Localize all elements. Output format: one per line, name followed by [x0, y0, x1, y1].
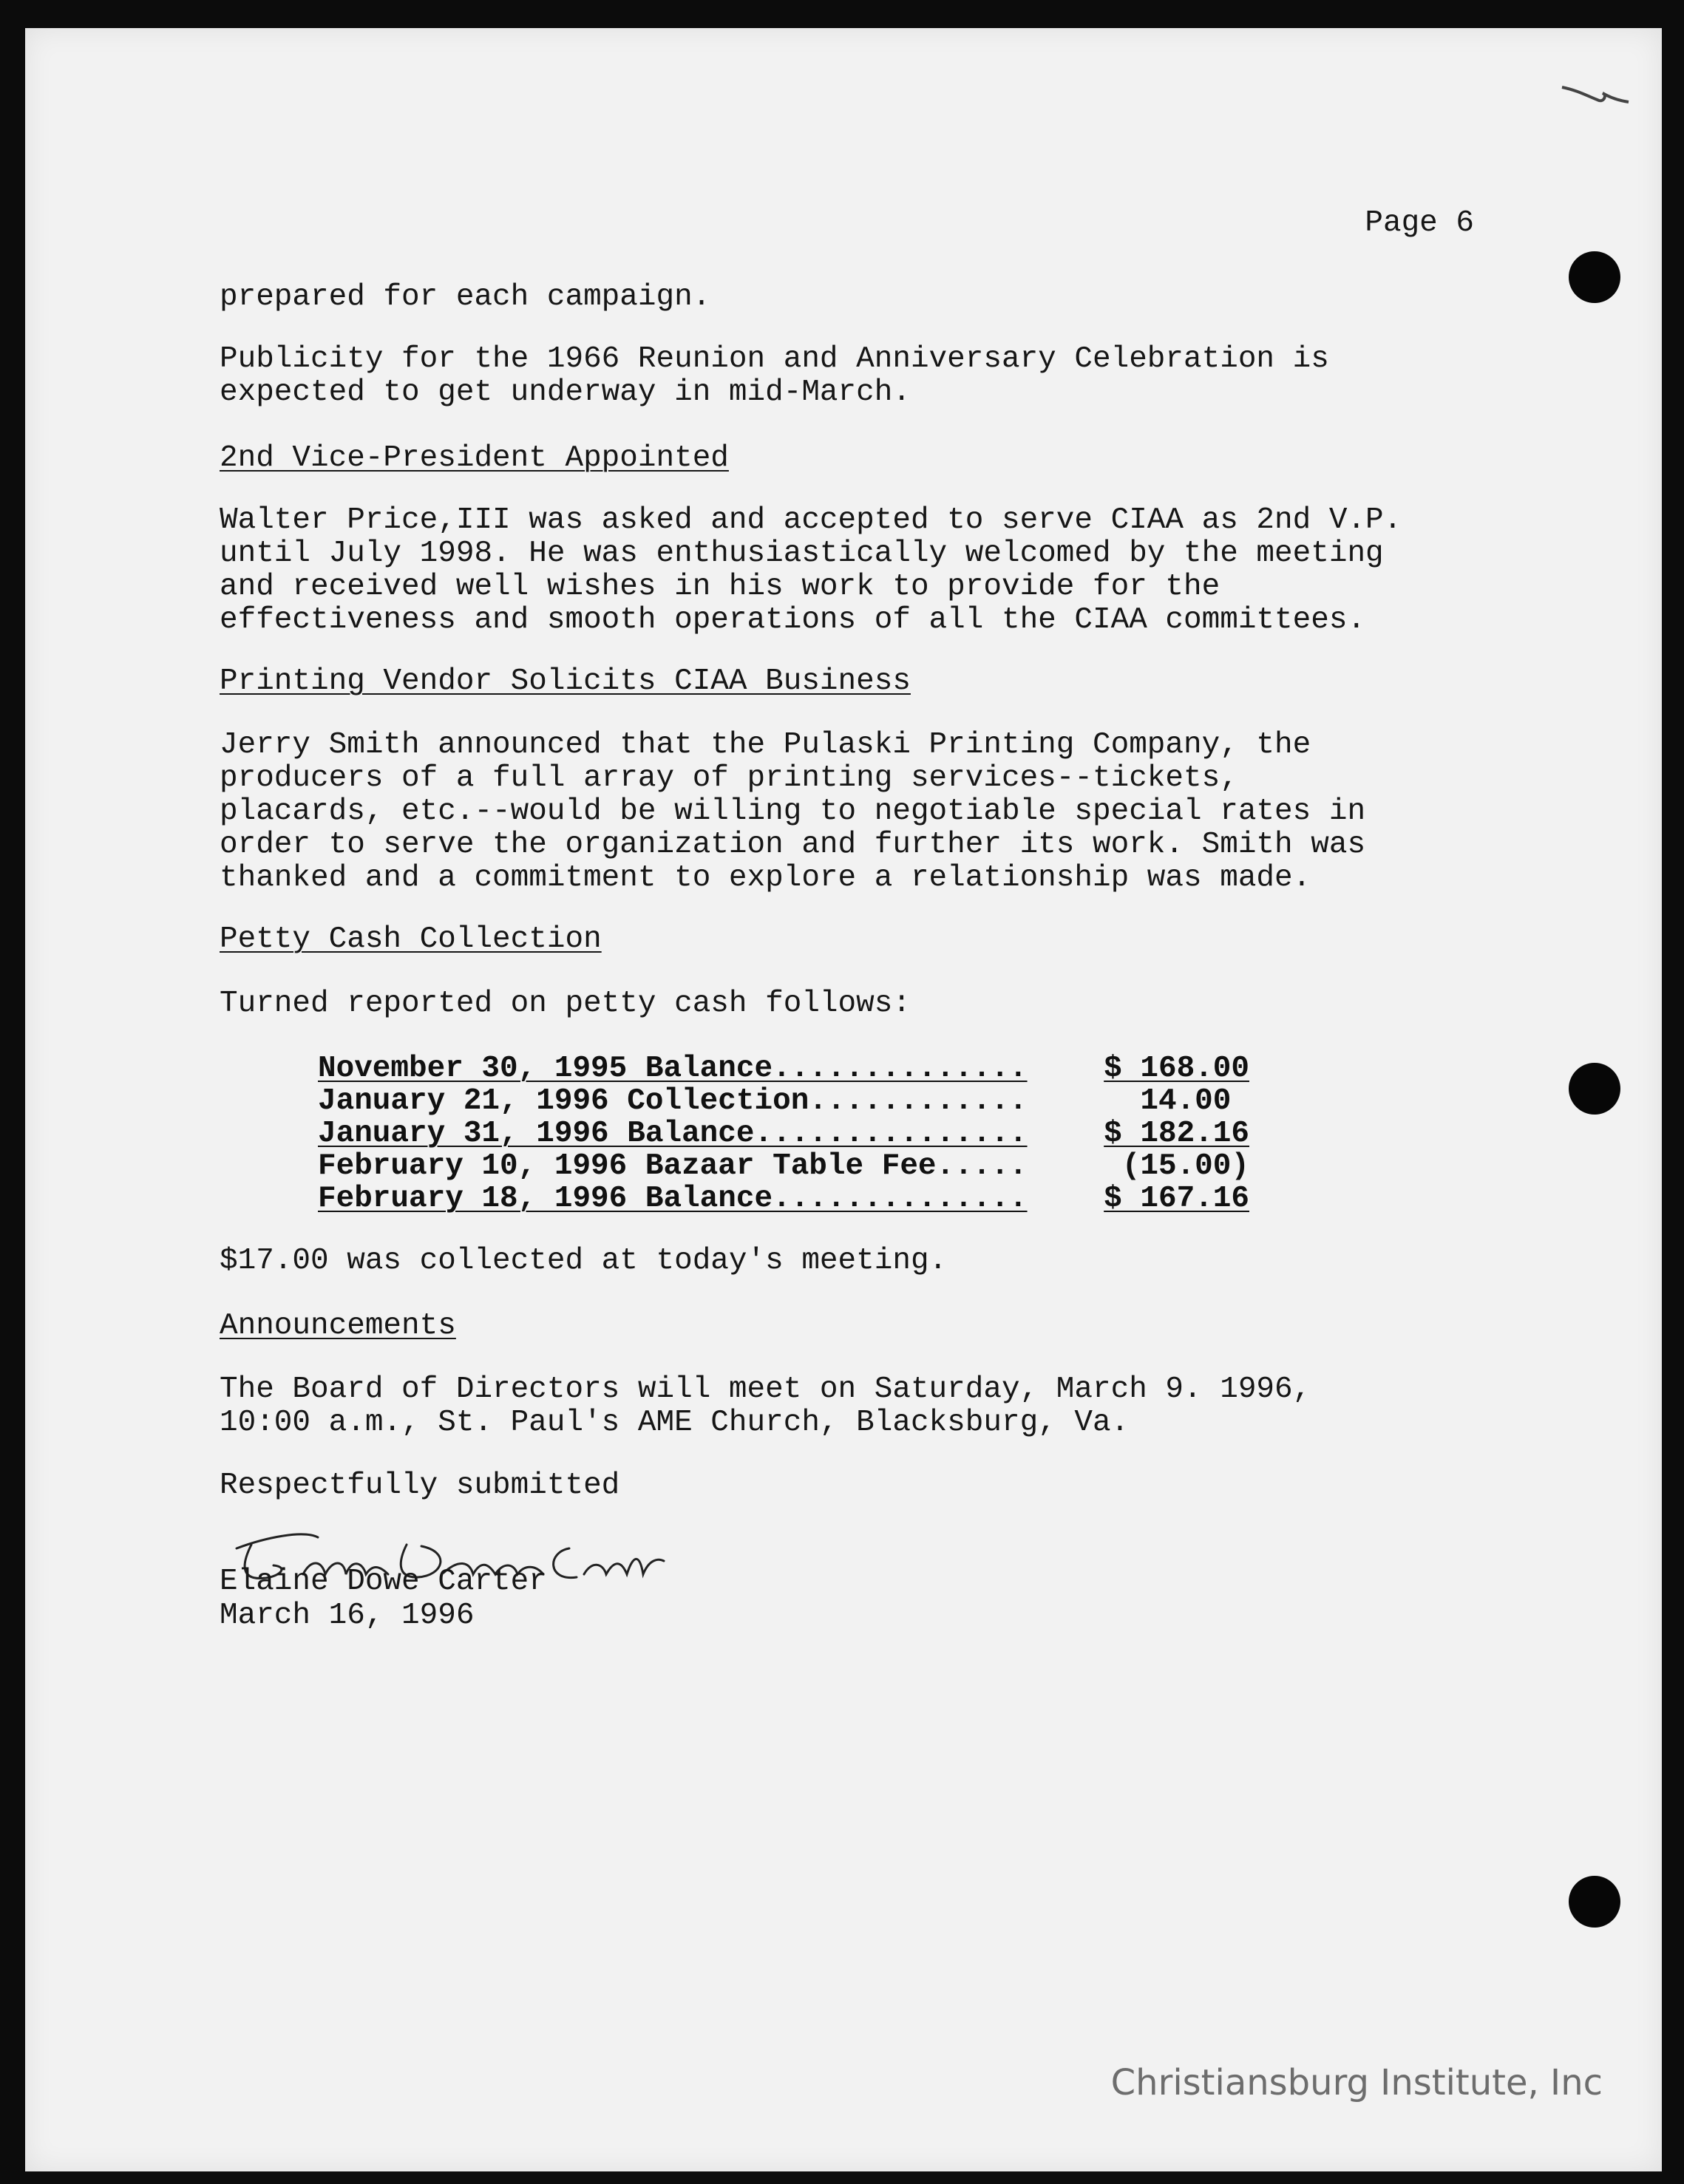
- ledger-row: [318, 1183, 1249, 1215]
- ledger-row: [318, 1150, 1249, 1183]
- paragraph-announcements: The Board of Directors will meet on Saturday, March 9. 1996, 10:00 a.m., St. Paul's AME Church, Blacksburg, Va.: [220, 1372, 1311, 1440]
- heading-announcements: Announcements: [220, 1309, 456, 1343]
- petty-cash-intro: Turned reported on petty cash follows:: [220, 987, 911, 1021]
- ledger-description: February 18, 1996 Balance..............: [318, 1182, 1028, 1216]
- punch-hole-middle: [1569, 1063, 1620, 1115]
- heading-vice-president: 2nd Vice-President Appointed: [220, 441, 729, 475]
- ledger-amount: $ 167.16: [1104, 1182, 1249, 1216]
- closing-salutation: Respectfully submitted: [220, 1469, 620, 1503]
- ledger-description: November 30, 1995 Balance..............: [318, 1052, 1028, 1086]
- paragraph-publicity: Publicity for the 1966 Reunion and Anniversary Celebration is expected to get underway in mid-March.: [220, 342, 1329, 409]
- ledger-row: [318, 1117, 1249, 1150]
- ledger-amount: 14.00: [1140, 1084, 1249, 1118]
- ledger-row: [318, 1085, 1249, 1117]
- ledger-description: January 31, 1996 Balance...............: [318, 1117, 1028, 1151]
- petty-cash-ledger: [318, 1052, 1249, 1215]
- paragraph-campaign: prepared for each campaign.: [220, 280, 711, 314]
- heading-printing-vendor: Printing Vendor Solicits CIAA Business: [220, 664, 911, 698]
- ledger-amount: (15.00): [1121, 1149, 1249, 1183]
- paragraph-printing-vendor: Jerry Smith announced that the Pulaski Printing Company, the producers of a full array of printing services--tickets, placards, etc.--would be willing to negotiable special rates in order to serve the organization and further its work. Smith was thanked and a commitment to explore a relationship was made.: [220, 728, 1366, 895]
- ledger-amount: $ 182.16: [1104, 1117, 1249, 1151]
- ledger-description: January 21, 1996 Collection............: [318, 1084, 1028, 1118]
- paragraph-vice-president: Walter Price,III was asked and accepted to serve CIAA as 2nd V.P. until July 1998. He was enthusiastically welcomed by the meeting and received well wishes in his work to provide for the effectiveness and smooth operations of all the CIAA committees.: [220, 503, 1402, 637]
- ledger-amount: $ 168.00: [1104, 1052, 1249, 1086]
- punch-hole-top: [1569, 251, 1620, 303]
- heading-petty-cash: Petty Cash Collection: [220, 922, 602, 956]
- ledger-row: [318, 1052, 1249, 1085]
- collection-note: $17.00 was collected at today's meeting.: [220, 1244, 948, 1278]
- page-number: Page 6: [1365, 206, 1474, 240]
- signer-name: Elaine Dowe Carter: [220, 1565, 547, 1599]
- archive-watermark: Christiansburg Institute, Inc: [1110, 2062, 1603, 2103]
- punch-hole-bottom: [1569, 1876, 1620, 1928]
- ledger-description: February 10, 1996 Bazaar Table Fee.....: [318, 1149, 1028, 1183]
- closing-date: March 16, 1996: [220, 1599, 475, 1633]
- pencil-mark-icon: [1558, 80, 1632, 109]
